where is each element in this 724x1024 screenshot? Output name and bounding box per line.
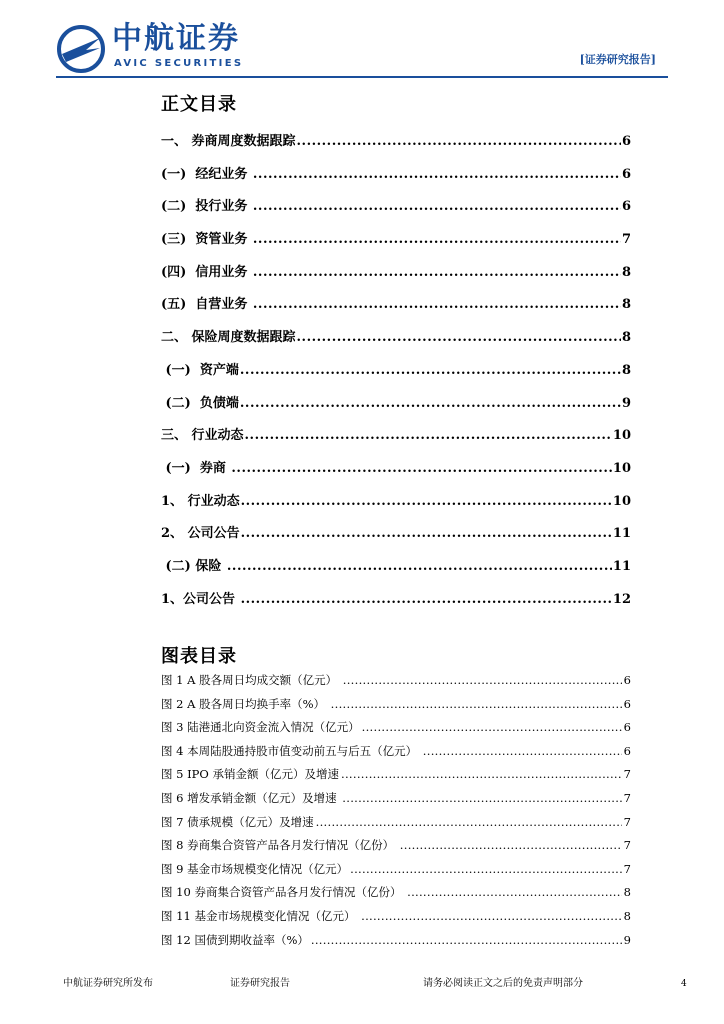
figure-entry-label: 图 2 A 股各周日均换手率（%） bbox=[161, 696, 329, 711]
toc-entry-page: 12 bbox=[612, 591, 631, 607]
dot-leader bbox=[343, 673, 622, 687]
dot-leader bbox=[342, 791, 621, 805]
figure-entry[interactable] bbox=[161, 766, 631, 790]
figure-entry-label: 图 11 基金市场规模变化情况（亿元） bbox=[161, 908, 360, 923]
figure-entry-page: 8 bbox=[623, 885, 631, 900]
figures-list bbox=[161, 672, 631, 955]
toc-entry-label: (五) 自营业务 bbox=[161, 297, 252, 313]
logo-chinese-name: 中航证券 bbox=[112, 21, 240, 56]
avic-logo-icon bbox=[56, 24, 106, 74]
page-number: 4 bbox=[681, 979, 687, 989]
figure-entry-page: 7 bbox=[623, 814, 631, 829]
dot-leader bbox=[350, 862, 622, 876]
figure-entry-page: 8 bbox=[623, 908, 631, 923]
figure-entry[interactable] bbox=[161, 672, 631, 696]
dot-leader bbox=[241, 526, 612, 541]
figures-title: 图表目录 bbox=[161, 646, 237, 667]
toc-entry-label: (一) 券商 bbox=[161, 460, 231, 476]
toc-entry[interactable] bbox=[161, 326, 631, 359]
dot-leader bbox=[361, 909, 622, 923]
toc-entry-page: 11 bbox=[612, 558, 631, 574]
toc-entry-label: (四) 信用业务 bbox=[161, 264, 252, 280]
toc-entry[interactable] bbox=[161, 392, 631, 425]
footer-publisher: 中航证券研究所发布 bbox=[63, 978, 153, 989]
dot-leader bbox=[241, 494, 612, 509]
figure-entry-label: 图 9 基金市场规模变化情况（亿元） bbox=[161, 861, 349, 876]
dot-leader bbox=[227, 559, 612, 574]
figure-entry-label: 图 7 债承规模（亿元）及增速 bbox=[161, 814, 314, 829]
figure-entry[interactable] bbox=[161, 884, 631, 908]
figure-entry-page: 7 bbox=[623, 861, 631, 876]
toc-entry-page: 8 bbox=[621, 264, 631, 280]
toc-entry[interactable] bbox=[161, 261, 631, 294]
dot-leader bbox=[400, 838, 622, 852]
toc-entry-page: 10 bbox=[612, 493, 631, 509]
toc-entry-page: 10 bbox=[612, 460, 631, 476]
figure-entry-label: 图 3 陆港通北向资金流入情况（亿元） bbox=[161, 720, 360, 735]
figure-entry-label: 图 12 国债到期收益率（%） bbox=[161, 932, 309, 947]
figure-entry[interactable] bbox=[161, 719, 631, 743]
dot-leader bbox=[341, 767, 622, 781]
report-type-tag: [证券研究报告] bbox=[579, 53, 656, 66]
toc-entry-page: 10 bbox=[612, 428, 631, 444]
dot-leader bbox=[423, 744, 622, 758]
dot-leader bbox=[253, 199, 621, 214]
footer-doc-type: 证券研究报告 bbox=[230, 978, 290, 989]
toc-entry-page: 11 bbox=[612, 526, 631, 542]
dot-leader bbox=[253, 232, 621, 247]
toc-entry-page: 7 bbox=[621, 232, 631, 248]
figure-entry[interactable] bbox=[161, 743, 631, 767]
dot-leader bbox=[240, 396, 621, 411]
figure-entry[interactable] bbox=[161, 837, 631, 861]
dot-leader bbox=[240, 363, 621, 378]
figure-entry-page: 9 bbox=[623, 932, 631, 947]
figure-entry-label: 图 1 A 股各周日均成交额（亿元） bbox=[161, 673, 341, 687]
logo-english-name: AVIC SECURITIES bbox=[114, 58, 244, 69]
toc-entry-label: (一) 经纪业务 bbox=[161, 166, 252, 182]
toc-entry-label: 三、 行业动态 bbox=[161, 428, 244, 444]
dot-leader bbox=[253, 167, 621, 182]
page-footer bbox=[0, 970, 724, 1000]
toc-entry[interactable] bbox=[161, 522, 631, 555]
dot-leader bbox=[297, 330, 621, 345]
toc-entry-label: 1、公司公告 bbox=[161, 591, 240, 607]
figure-entry[interactable] bbox=[161, 908, 631, 932]
toc-entry-page: 9 bbox=[621, 395, 631, 411]
figure-entry[interactable] bbox=[161, 814, 631, 838]
figure-entry[interactable] bbox=[161, 861, 631, 885]
toc-entry[interactable] bbox=[161, 359, 631, 392]
toc-entry[interactable] bbox=[161, 130, 631, 163]
dot-leader bbox=[241, 592, 612, 607]
toc-entry-label: (二) 投行业务 bbox=[161, 199, 252, 215]
figure-entry-label: 图 5 IPO 承销金额（亿元）及增速 bbox=[161, 767, 339, 782]
toc-entry[interactable] bbox=[161, 457, 631, 490]
toc-entry[interactable] bbox=[161, 163, 631, 196]
dot-leader bbox=[362, 720, 622, 734]
header-divider bbox=[56, 76, 668, 78]
toc-entry-label: (一) 资产端 bbox=[161, 362, 239, 378]
footer-disclaimer: 请务必阅读正文之后的免责声明部分 bbox=[423, 978, 583, 989]
toc-entry-page: 6 bbox=[621, 134, 631, 149]
contents-title: 正文目录 bbox=[161, 94, 237, 115]
figure-entry[interactable] bbox=[161, 790, 631, 814]
toc-entry-label: 2、 公司公告 bbox=[161, 526, 240, 542]
toc-entry-label: (二) 负债端 bbox=[161, 395, 239, 411]
toc-entry-label: 一、 券商周度数据跟踪 bbox=[161, 134, 296, 149]
toc-entry-label: (三) 资管业务 bbox=[161, 232, 252, 248]
figure-entry-page: 6 bbox=[623, 720, 631, 735]
contents-list bbox=[161, 130, 631, 620]
dot-leader bbox=[253, 297, 621, 312]
toc-entry[interactable] bbox=[161, 195, 631, 228]
figure-entry-page: 7 bbox=[623, 838, 631, 853]
toc-entry[interactable] bbox=[161, 588, 631, 621]
toc-entry[interactable] bbox=[161, 228, 631, 261]
figure-entry-label: 图 10 券商集合资管产品各月发行情况（亿份） bbox=[161, 885, 406, 900]
toc-entry-label: (二) 保险 bbox=[161, 558, 226, 574]
toc-entry-label: 1、 行业动态 bbox=[161, 493, 240, 509]
figure-entry-page: 6 bbox=[623, 743, 631, 758]
toc-entry-page: 6 bbox=[621, 166, 631, 182]
dot-leader bbox=[407, 885, 622, 899]
toc-entry[interactable] bbox=[161, 293, 631, 326]
toc-entry[interactable] bbox=[161, 490, 631, 523]
toc-entry-page: 8 bbox=[621, 297, 631, 313]
dot-leader bbox=[245, 428, 612, 443]
toc-entry-page: 8 bbox=[621, 330, 631, 346]
figure-entry-page: 7 bbox=[623, 790, 631, 805]
toc-entry[interactable] bbox=[161, 555, 631, 588]
toc-entry-label: 二、 保险周度数据跟踪 bbox=[161, 330, 296, 346]
figure-entry-page: 7 bbox=[623, 767, 631, 782]
figure-entry[interactable] bbox=[161, 932, 631, 956]
dot-leader bbox=[311, 933, 622, 947]
figure-entry-page: 6 bbox=[623, 696, 631, 711]
dot-leader bbox=[253, 265, 621, 280]
dot-leader bbox=[316, 815, 622, 829]
figure-entry-label: 图 8 券商集合资管产品各月发行情况（亿份） bbox=[161, 838, 398, 853]
toc-entry-page: 6 bbox=[621, 199, 631, 215]
dot-leader bbox=[331, 697, 622, 711]
dot-leader bbox=[297, 134, 621, 149]
page-header bbox=[0, 0, 724, 82]
toc-entry-page: 8 bbox=[621, 362, 631, 378]
figure-entry-label: 图 4 本周陆股通持股市值变动前五与后五（亿元） bbox=[161, 743, 421, 758]
figure-entry[interactable] bbox=[161, 696, 631, 720]
figure-entry-page: 6 bbox=[623, 673, 631, 687]
dot-leader bbox=[231, 461, 612, 476]
figure-entry-label: 图 6 增发承销金额（亿元）及增速 bbox=[161, 790, 341, 805]
toc-entry[interactable] bbox=[161, 424, 631, 457]
